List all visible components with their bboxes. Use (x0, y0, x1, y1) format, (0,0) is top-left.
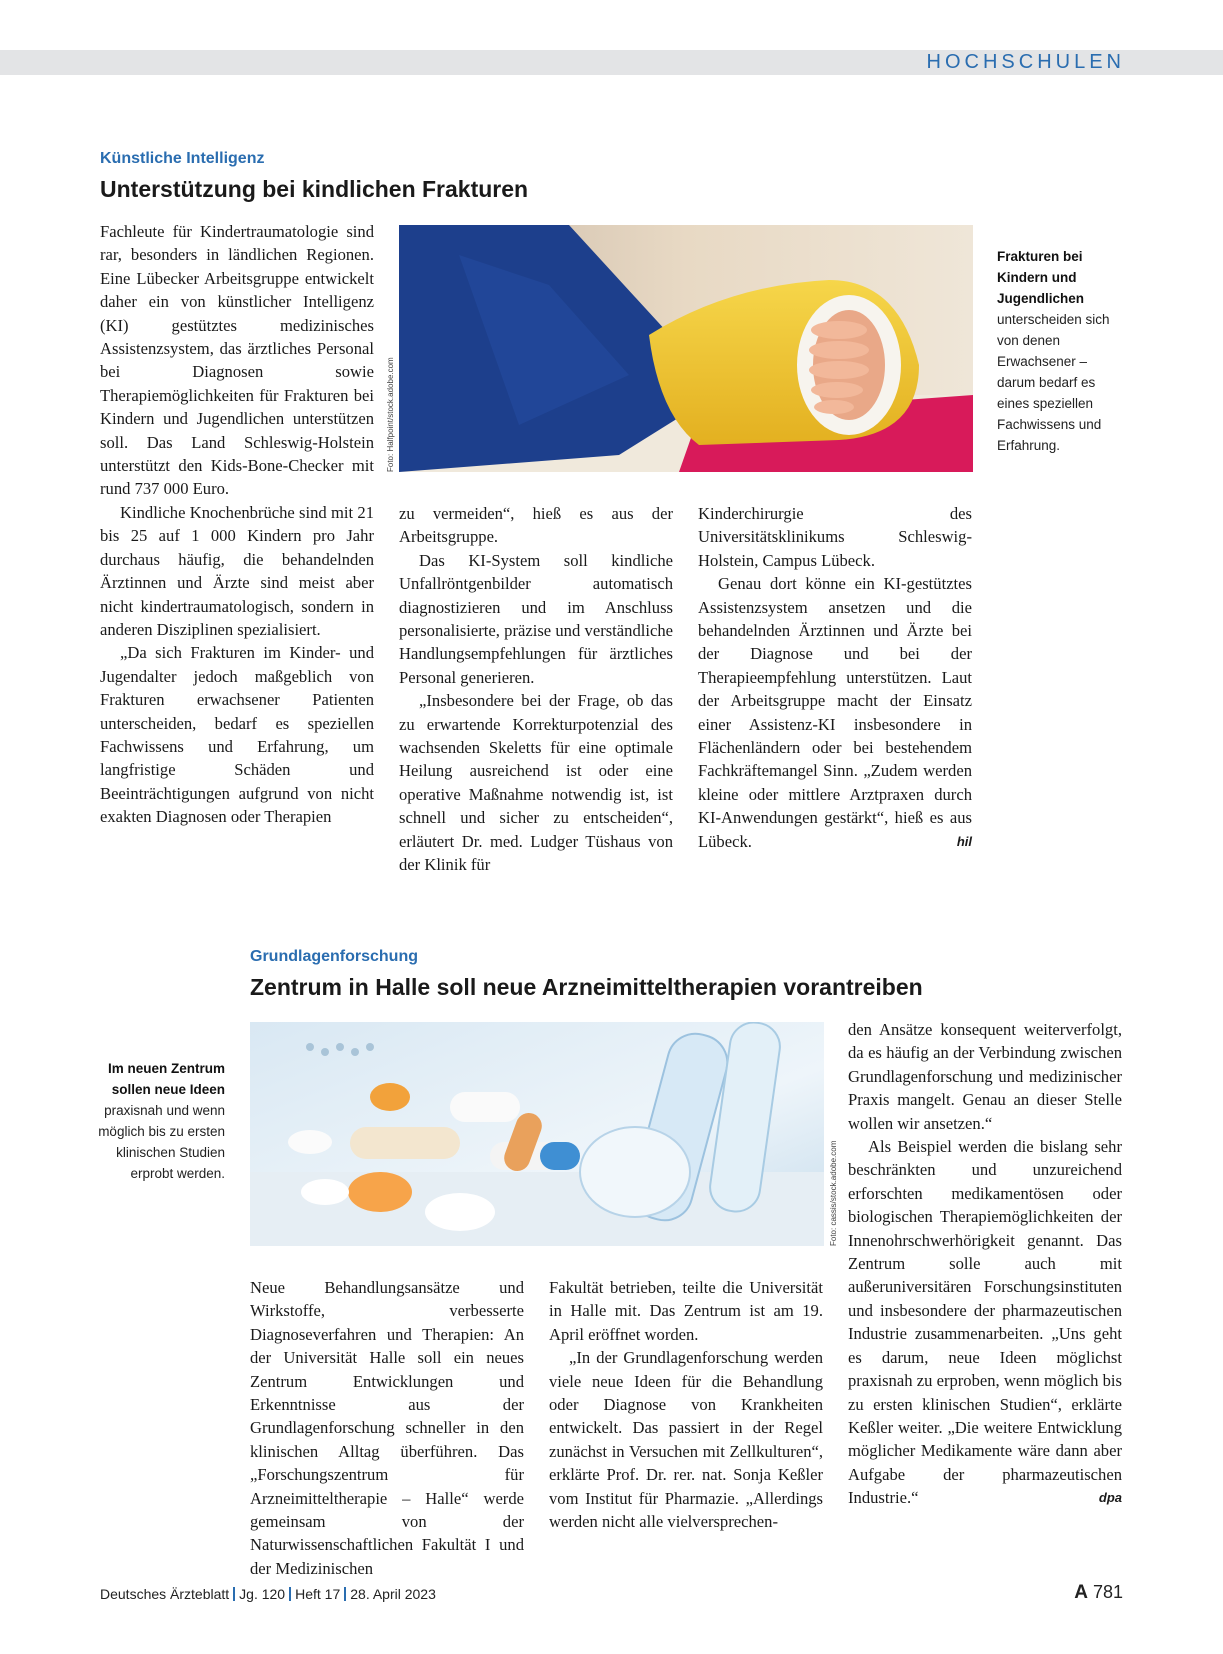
volume: Jg. 120 (239, 1586, 286, 1602)
author-signature: hil (956, 833, 972, 849)
paragraph: Fakultät betrieben, teilte die Universität in Halle mit. Das Zentrum ist am 19. April eröffnet worden. (549, 1278, 823, 1344)
paragraph: „In der Grundlagenforschung werden viele neue Ideen für die Behandlung oder Diagnose von Krankheiten entwickelt. Das passiert in der Regel zunächst in Versuchen mit Zellkulturen“, erklärte Prof. Dr. rer. nat. Sonja Keßler vom Institut für Pharmazie. „Allerdings werden nicht alle vielversprechen- (549, 1348, 823, 1532)
article2-column-3 (848, 1018, 1122, 1510)
separator (344, 1587, 346, 1601)
section-label: HOCHSCHULEN (926, 51, 1125, 73)
author-signature: dpa (1098, 1490, 1122, 1506)
photo-credit: Foto: cassis/stock.adobe.com (829, 1140, 838, 1246)
fracture-photo (399, 225, 973, 472)
article1-headline: Unterstützung bei kindlichen Frakturen (100, 176, 529, 202)
page-number (1074, 1582, 1123, 1604)
article1-kicker: Künstliche Intelligenz (100, 150, 265, 167)
paragraph: Das KI-System soll kindliche Unfallröntgenbilder automatisch diagnostizieren und im Anschluss personalisierte, präzise und verständliche Handlungsempfehlungen für ärztliches Personal generieren. (399, 550, 673, 687)
caption-text: praxisnah und wenn möglich bis zu ersten klinischen Studien erprobt werden. (98, 1103, 225, 1181)
footer-citation (100, 1586, 436, 1602)
issue: Heft 17 (295, 1586, 341, 1602)
article1-column-3 (698, 502, 972, 853)
journal-name: Deutsches Ärzteblatt (100, 1586, 230, 1602)
article2-kicker: Grundlagenforschung (250, 948, 418, 965)
page-number-value: 781 (1092, 1582, 1123, 1602)
paragraph: „Insbesondere bei der Frage, ob das zu erwartende Korrekturpotenzial des wachsenden Skeletts für eine optimale Heilung ausreichend ist oder eine operative Maßnahme notwendig ist, ist schnell und sicher zu entscheiden“, erläutert Dr. med. Ludger Tüshaus von der Klinik für (399, 691, 673, 875)
article2-column-2 (549, 1276, 823, 1533)
caption-bold: Im neuen Zentrum sollen neue Ideen (107, 1061, 225, 1097)
article2-column-1 (250, 1276, 524, 1580)
photo-credit: Foto: Halfpoint/stock.adobe.com (386, 357, 395, 472)
paragraph-text: Als Beispiel werden die bislang sehr beschränkten und unzureichend erforschten medikamentösen oder biologischen Therapiemöglichkeiten der Innenohrschwerhörigkeit genannt. Das Zentrum solle auch mit außeruniversitären Forschungsinstituten und insbesondere der pharmazeutischen Industrie zusammenarbeiten. „Uns geht es darum, neue Ideen möglichst praxisnah zu erproben, wenn möglich bis zu ersten klinischen Studien“, erklärte Keßler weiter. „Die weitere Entwicklung möglicher Medikamente wäre dann aber Aufgabe der pharmazeutischen Industrie.“ (848, 1137, 1122, 1508)
paragraph (698, 572, 972, 853)
paragraph: zu vermeiden“, hieß es aus der Arbeitsgruppe. (399, 504, 673, 547)
paragraph: den Ansätze konsequent weiterverfolgt, da es häufig an der Verbindung zwischen Grundlagenforschung und medizinischer Praxis mangelt. Genau an dieser Stelle wollen wir ansetzen.“ (848, 1020, 1122, 1133)
separator (233, 1587, 235, 1601)
article1-column-2 (399, 502, 673, 877)
paragraph: Kinderchirurgie des Universitätsklinikums Schleswig-Holstein, Campus Lübeck. (698, 504, 972, 570)
article2-headline: Zentrum in Halle soll neue Arzneimitteltherapien vorantreiben (250, 974, 923, 1000)
paragraph: „Da sich Frakturen im Kinder- und Jugendalter jedoch maßgeblich von Frakturen erwachsener Patienten unterscheiden, bedarf es speziellen Fachwissens und Erfahrung, um langfristige Schäden und Beeinträchtigungen aufgrund von nicht exakten Diagnosen oder Therapien (100, 643, 374, 827)
article1-caption (997, 246, 1125, 456)
paragraph (848, 1135, 1122, 1510)
issue-date: 28. April 2023 (350, 1586, 436, 1602)
paragraph: Neue Behandlungsansätze und Wirkstoffe, verbesserte Diagnoseverfahren und Therapien: An der Universität Halle soll ein neues Zentrum Entwicklungen und Erkenntnisse aus der Grundlagenforschung schneller in den klinischen Alltag überführen. Das „Forschungszentrum für Arzneimitteltherapie – Halle“ werde gemeinsam von der Naturwissenschaftlichen Fakultät I und der Medizinischen (250, 1278, 524, 1578)
caption-bold: Frakturen bei Kindern und Jugendlichen (997, 249, 1085, 306)
pills-photo (250, 1022, 824, 1246)
paragraph-text: Genau dort könne ein KI-gestütztes Assistenzsystem ansetzen und die behandelnden Ärztinnen und Ärzte bei der Diagnose und bei der Therapieempfehlung unterstützen. Laut der Arbeitsgruppe macht der Einsatz einer Assistenz-KI insbesondere in Flächenländern oder bei bestehendem Fachkräftemangel Sinn. „Zudem werden kleine oder mittlere Arztpraxen durch KI-Anwendungen gestärkt“, hieß es aus Lübeck. (698, 574, 972, 851)
separator (289, 1587, 291, 1601)
paragraph: Fachleute für Kindertraumatologie sind rar, besonders in ländlichen Regionen. Eine Lübecker Arbeitsgruppe entwickelt daher ein von künstlicher Intelligenz (KI) gestütztes medizinisches Assistenzsystem, das ärztliches Personal bei Diagnosen sowie Therapiemöglichkeiten für Frakturen bei Kindern und Jugendlichen unterstützen soll. Das Land Schleswig-Holstein unterstützt den Kids-Bone-Checker mit rund 737 000 Euro. (100, 222, 374, 499)
page-prefix: A (1074, 1582, 1088, 1603)
paragraph: Kindliche Knochenbrüche sind mit 21 bis 25 auf 1 000 Kindern pro Jahr durchaus häufig, die behandelnden Ärztinnen und Ärzte sind meist aber nicht kindertraumatologisch, sondern in anderen Disziplinen spezialisiert. (100, 502, 374, 639)
article1-column-1 (100, 220, 374, 829)
article2-caption (90, 1058, 225, 1184)
caption-text: unterscheiden sich von denen Erwachsener – darum bedarf es eines speziellen Fachwissens und Erfahrung. (997, 312, 1110, 453)
